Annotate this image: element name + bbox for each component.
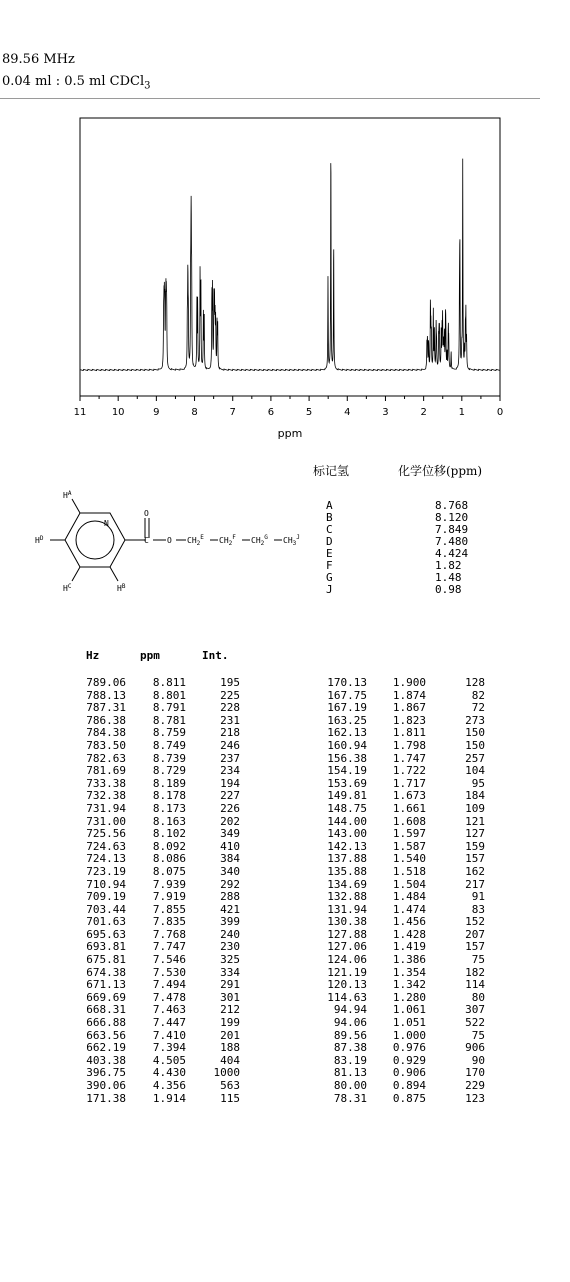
peak-table-cell: 231 xyxy=(220,713,240,727)
header-divider xyxy=(0,98,540,99)
peak-table-cell: 410 xyxy=(220,839,240,853)
peak-table-cell: 163.25 xyxy=(327,713,367,727)
assignment-shift: 0.98 xyxy=(435,583,462,596)
peak-table-cell: 4.505 xyxy=(152,1053,186,1067)
peak-table-cell: 217 xyxy=(465,877,485,891)
sample-text: 0.04 ml : 0.5 ml CDCl xyxy=(2,74,145,89)
peak-table-cell: 709.19 xyxy=(86,890,126,904)
peak-table-cell: 1.354 xyxy=(392,965,426,979)
peak-table-cell: 120.13 xyxy=(327,978,367,992)
peak-table-cell: 109 xyxy=(465,801,485,815)
peak-table-cell: 663.56 xyxy=(86,1028,126,1042)
peak-table-cell: 340 xyxy=(220,864,240,878)
peak-table-cell: 8.759 xyxy=(152,726,186,740)
peak-table-cell: 1.874 xyxy=(392,688,426,702)
peak-table-cell: 80.00 xyxy=(333,1079,367,1092)
peak-table-cell: 182 xyxy=(465,965,485,979)
peak-table-cell: 693.81 xyxy=(86,940,126,954)
nmr-spectrum-chart xyxy=(0,110,520,450)
peak-table-cell: 8.749 xyxy=(152,738,186,752)
x-tick-label: 7 xyxy=(229,407,236,418)
peak-table-cell: 89.56 xyxy=(333,1028,367,1042)
peak-table-cell: 789.06 xyxy=(86,676,126,689)
peak-table-right-hz xyxy=(300,677,367,1105)
assignment-shifts xyxy=(435,500,468,596)
peak-table-cell: 334 xyxy=(220,965,240,979)
peak-table-cell: 906 xyxy=(465,1041,485,1055)
peak-table-cell: 157 xyxy=(465,852,485,866)
peak-table-cell: 563 xyxy=(220,1079,240,1092)
peak-table-cell: 1.280 xyxy=(392,990,426,1004)
peak-table-cell: 4.356 xyxy=(152,1079,186,1092)
peak-table-cell: 7.546 xyxy=(152,953,186,967)
peak-table-cell: 81.13 xyxy=(333,1066,367,1080)
peak-table-cell: 8.189 xyxy=(152,776,186,790)
x-axis-label: ppm xyxy=(277,427,303,440)
peak-table-cell: 732.38 xyxy=(86,789,126,803)
peak-table-cell: 1.914 xyxy=(152,1091,186,1105)
peak-table-header-hz: Hz xyxy=(86,649,100,662)
peak-table-cell: 159 xyxy=(465,839,485,853)
label-hb: $H^B$ xyxy=(117,583,126,593)
peak-table-cell: 8.811 xyxy=(152,676,186,689)
peak-table-cell: 1.342 xyxy=(392,978,426,992)
label-hc: $H^C$ xyxy=(63,583,72,593)
peak-table-cell: 75 xyxy=(471,1028,485,1042)
x-tick-label: 8 xyxy=(191,407,198,418)
label-n: N xyxy=(104,519,109,528)
label-carbonyl-c: C xyxy=(144,536,149,545)
peak-table-cell: 669.69 xyxy=(86,990,126,1004)
peak-table-cell: 4.430 xyxy=(152,1066,186,1080)
peak-table-cell: 8.178 xyxy=(152,789,186,803)
peak-table-cell: 124.06 xyxy=(327,953,367,967)
peak-table-cell: 390.06 xyxy=(86,1079,126,1092)
peak-table-cell: 1.722 xyxy=(392,764,426,778)
peak-table-cell: 152 xyxy=(465,915,485,929)
peak-table-cell: 788.13 xyxy=(86,688,126,702)
sample-concentration xyxy=(2,74,150,92)
peak-table-cell: 725.56 xyxy=(86,827,126,841)
label-ester-o: O xyxy=(167,536,172,545)
peak-table-right-int xyxy=(440,677,485,1105)
x-tick-label: 0 xyxy=(496,407,504,418)
peak-table-cell: 115 xyxy=(220,1091,240,1105)
peak-table-cell: 7.478 xyxy=(152,990,186,1004)
peak-table-cell: 218 xyxy=(220,726,240,740)
peak-table-cell: 1.587 xyxy=(392,839,426,853)
peak-table-cell: 83 xyxy=(471,902,485,916)
peak-table-cell: 8.739 xyxy=(152,751,186,765)
peak-table-cell: 114 xyxy=(465,978,485,992)
bond-hc xyxy=(72,567,80,581)
peak-table-cell: 7.747 xyxy=(152,940,186,954)
peak-table-cell: 291 xyxy=(220,978,240,992)
peak-table-cell: 301 xyxy=(220,990,240,1004)
peak-table-cell: 8.729 xyxy=(152,764,186,778)
x-tick-label: 4 xyxy=(344,407,351,418)
peak-table-cell: 8.086 xyxy=(152,852,186,866)
peak-table-cell: 212 xyxy=(220,1003,240,1017)
peak-table-cell: 257 xyxy=(465,751,485,765)
peak-table-cell: 142.13 xyxy=(327,839,367,853)
peak-table-header-int: Int. xyxy=(202,649,229,662)
assignment-shift: 4.424 xyxy=(435,547,469,560)
peak-table-cell: 781.69 xyxy=(86,764,126,778)
label-ha: $H^A$ xyxy=(63,490,72,500)
peak-table-cell: 0.894 xyxy=(392,1079,426,1092)
peak-table-cell: 90 xyxy=(471,1053,485,1067)
spectrometer-frequency: 89.56 MHz xyxy=(2,52,75,67)
peak-table-cell: 421 xyxy=(220,902,240,916)
peak-table-cell: 95 xyxy=(471,776,485,790)
peak-table-cell: 194 xyxy=(220,776,240,790)
peak-table-cell: 1.428 xyxy=(392,927,426,941)
peak-table-cell: 710.94 xyxy=(86,877,126,891)
peak-table-cell: 128 xyxy=(465,676,485,689)
assignment-label: D xyxy=(326,535,333,548)
peak-table-cell: 1.504 xyxy=(392,877,426,891)
assignment-shift: 8.120 xyxy=(435,511,469,524)
peak-table-cell: 7.919 xyxy=(152,890,186,904)
peak-table-left-int xyxy=(200,677,240,1105)
peak-table-cell: 154.19 xyxy=(327,764,367,778)
peak-table-cell: 1.661 xyxy=(392,801,426,815)
peak-table-cell: 144.00 xyxy=(327,814,367,828)
peak-table-cell: 0.906 xyxy=(392,1066,426,1080)
peak-table-cell: 7.855 xyxy=(152,902,186,916)
x-tick-label: 5 xyxy=(305,407,313,418)
x-tick-label: 6 xyxy=(267,407,275,418)
peak-table-cell: 7.494 xyxy=(152,978,186,992)
peak-table-cell: 127.88 xyxy=(327,927,367,941)
peak-table-cell: 8.102 xyxy=(152,827,186,841)
peak-table-cell: 170.13 xyxy=(327,676,367,689)
peak-table-cell: 783.50 xyxy=(86,738,126,752)
peak-table-cell: 273 xyxy=(465,713,485,727)
peak-table-cell: 1.597 xyxy=(392,827,426,841)
peak-table-cell: 7.530 xyxy=(152,965,186,979)
spectrum-trace xyxy=(80,159,500,371)
peak-table-cell: 7.463 xyxy=(152,1003,186,1017)
peak-table-cell: 75 xyxy=(471,953,485,967)
peak-table-cell: 349 xyxy=(220,827,240,841)
peak-table-cell: 82 xyxy=(471,688,485,702)
peak-table-cell: 1.456 xyxy=(392,915,426,929)
peak-table-cell: 137.88 xyxy=(327,852,367,866)
peak-table-cell: 246 xyxy=(220,738,240,752)
peak-table-cell: 149.81 xyxy=(327,789,367,803)
label-chain3: $CH_2^G$ xyxy=(251,534,268,547)
peak-table-cell: 162 xyxy=(465,864,485,878)
peak-table-cell: 143.00 xyxy=(327,827,367,841)
x-tick-label: 2 xyxy=(420,407,427,418)
assignment-label: B xyxy=(326,511,333,524)
peak-table-cell: 127 xyxy=(465,827,485,841)
peak-table-cell: 1.867 xyxy=(392,701,426,715)
x-axis xyxy=(74,396,504,418)
peak-table-cell: 675.81 xyxy=(86,953,126,967)
peak-table-cell: 148.75 xyxy=(327,801,367,815)
peak-table-cell: 662.19 xyxy=(86,1041,126,1055)
peak-table-right-ppm xyxy=(370,677,426,1105)
x-tick-label: 11 xyxy=(73,407,87,418)
peak-table-cell: 7.394 xyxy=(152,1041,186,1055)
peak-table-cell: 1.798 xyxy=(392,738,426,752)
bond-ha xyxy=(72,499,80,513)
peak-table-cell: 384 xyxy=(220,852,240,866)
peak-table-cell: 666.88 xyxy=(86,1016,126,1030)
peak-table-cell: 237 xyxy=(220,751,240,765)
peak-table-cell: 7.768 xyxy=(152,927,186,941)
assignment-shift: 7.480 xyxy=(435,535,469,548)
peak-table-cell: 132.88 xyxy=(327,890,367,904)
label-hd: $H^D$ xyxy=(35,535,44,545)
assignment-labels xyxy=(326,500,333,596)
peak-table-cell: 1000 xyxy=(213,1066,240,1080)
peak-table-cell: 8.163 xyxy=(152,814,186,828)
peak-table-cell: 0.929 xyxy=(392,1053,426,1067)
peak-table-cell: 226 xyxy=(220,801,240,815)
peak-table-cell: 167.75 xyxy=(327,688,367,702)
peak-table-cell: 787.31 xyxy=(86,701,126,715)
assignment-label: F xyxy=(326,559,333,572)
peak-table-cell: 8.173 xyxy=(152,801,186,815)
x-tick-label: 10 xyxy=(111,407,125,418)
peak-table-cell: 7.939 xyxy=(152,877,186,891)
peak-table-cell: 87.38 xyxy=(333,1041,367,1055)
peak-table-cell: 671.13 xyxy=(86,978,126,992)
peak-table-cell: 396.75 xyxy=(86,1066,126,1080)
peak-table-cell: 1.051 xyxy=(392,1016,426,1030)
assignment-label: A xyxy=(326,499,333,512)
bond-hb xyxy=(110,567,118,581)
label-chain1: $CH_2^E$ xyxy=(187,534,204,547)
peak-table-cell: 8.781 xyxy=(152,713,186,727)
peak-table-cell: 127.06 xyxy=(327,940,367,954)
label-chain4: $CH_3^J$ xyxy=(283,534,300,547)
peak-table-cell: 8.801 xyxy=(152,688,186,702)
peak-table-cell: 1.061 xyxy=(392,1003,426,1017)
peak-table-cell: 230 xyxy=(220,940,240,954)
peak-table-cell: 225 xyxy=(220,688,240,702)
peak-table-cell: 121 xyxy=(465,814,485,828)
peak-table-header-ppm: ppm xyxy=(140,649,160,662)
peak-table-cell: 199 xyxy=(220,1016,240,1030)
peak-table-cell: 782.63 xyxy=(86,751,126,765)
peak-table-cell: 150 xyxy=(465,726,485,740)
peak-table-cell: 403.38 xyxy=(86,1053,126,1067)
peak-table-cell: 8.075 xyxy=(152,864,186,878)
peak-table-cell: 522 xyxy=(465,1016,485,1030)
peak-table-cell: 1.386 xyxy=(392,953,426,967)
peak-table-cell: 234 xyxy=(220,764,240,778)
peak-table-cell: 150 xyxy=(465,738,485,752)
peak-table-cell: 7.835 xyxy=(152,915,186,929)
peak-table-cell: 121.19 xyxy=(327,965,367,979)
assignment-label: E xyxy=(326,547,333,560)
peak-table-cell: 404 xyxy=(220,1053,240,1067)
peak-table-cell: 91 xyxy=(471,890,485,904)
peak-table-cell: 1.484 xyxy=(392,890,426,904)
peak-table-left-ppm xyxy=(130,677,186,1105)
peak-table-cell: 1.518 xyxy=(392,864,426,878)
x-tick-label: 9 xyxy=(153,407,160,418)
peak-table-cell: 731.00 xyxy=(86,814,126,828)
assignment-header-label: 标记氢 xyxy=(313,464,350,478)
peak-table-cell: 1.900 xyxy=(392,676,426,689)
peak-table-cell: 104 xyxy=(465,764,485,778)
peak-table-cell: 731.94 xyxy=(86,801,126,815)
peak-table-cell: 0.875 xyxy=(392,1091,426,1105)
peak-table-cell: 240 xyxy=(220,927,240,941)
peak-table-cell: 292 xyxy=(220,877,240,891)
peak-table-cell: 135.88 xyxy=(327,864,367,878)
peak-table-cell: 1.747 xyxy=(392,751,426,765)
peak-table-cell: 162.13 xyxy=(327,726,367,740)
peak-table-cell: 7.447 xyxy=(152,1016,186,1030)
peak-table-cell: 184 xyxy=(465,789,485,803)
assignment-shift: 1.82 xyxy=(435,559,462,572)
peak-table-cell: 1.673 xyxy=(392,789,426,803)
assignment-shift: 8.768 xyxy=(435,499,469,512)
label-chain2: $CH_2^F$ xyxy=(219,534,236,547)
peak-table-cell: 156.38 xyxy=(327,751,367,765)
peak-table-cell: 1.540 xyxy=(392,852,426,866)
peak-table-cell: 229 xyxy=(465,1079,485,1092)
peak-table-cell: 202 xyxy=(220,814,240,828)
assignment-label: C xyxy=(326,523,333,536)
assignment-shift: 7.849 xyxy=(435,523,469,536)
peak-table-cell: 703.44 xyxy=(86,902,126,916)
peak-table-cell: 1.811 xyxy=(392,726,426,740)
peak-table-cell: 1.474 xyxy=(392,902,426,916)
peak-table-cell: 674.38 xyxy=(86,965,126,979)
peak-table-cell: 724.63 xyxy=(86,839,126,853)
peak-table-cell: 195 xyxy=(220,676,240,689)
peak-table-cell: 0.976 xyxy=(392,1041,426,1055)
peak-table-cell: 1.419 xyxy=(392,940,426,954)
peak-table-cell: 288 xyxy=(220,890,240,904)
x-tick-label: 1 xyxy=(458,407,466,418)
peak-table-cell: 7.410 xyxy=(152,1028,186,1042)
peak-table-cell: 1.823 xyxy=(392,713,426,727)
peak-table-cell: 160.94 xyxy=(327,738,367,752)
peak-table-cell: 171.38 xyxy=(86,1091,126,1105)
peak-table-cell: 227 xyxy=(220,789,240,803)
peak-table-cell: 170 xyxy=(465,1066,485,1080)
peak-table-cell: 83.19 xyxy=(333,1053,367,1067)
peak-table-cell: 668.31 xyxy=(86,1003,126,1017)
peak-table-cell: 207 xyxy=(465,927,485,941)
peak-table-cell: 72 xyxy=(471,701,485,715)
peak-table-cell: 1.717 xyxy=(392,776,426,790)
peak-table-cell: 307 xyxy=(465,1003,485,1017)
assignment-label: G xyxy=(326,571,333,584)
peak-table-cell: 131.94 xyxy=(327,902,367,916)
peak-table-cell: 188 xyxy=(220,1041,240,1055)
peak-table-left-hz xyxy=(60,677,126,1105)
peak-table-cell: 167.19 xyxy=(327,701,367,715)
peak-table-cell: 8.092 xyxy=(152,839,186,853)
peak-table-cell: 1.000 xyxy=(392,1028,426,1042)
peak-table-cell: 228 xyxy=(220,701,240,715)
peak-table-cell: 114.63 xyxy=(327,990,367,1004)
peak-table-cell: 153.69 xyxy=(327,776,367,790)
peak-table-cell: 786.38 xyxy=(86,713,126,727)
peak-table-cell: 123 xyxy=(465,1091,485,1105)
peak-table-cell: 80 xyxy=(471,990,485,1004)
peak-table-cell: 157 xyxy=(465,940,485,954)
peak-table-cell: 325 xyxy=(220,953,240,967)
peak-table-cell: 695.63 xyxy=(86,927,126,941)
assignment-label: J xyxy=(326,583,333,596)
peak-table-cell: 201 xyxy=(220,1028,240,1042)
assignment-header-shift: 化学位移(ppm) xyxy=(398,464,483,478)
peak-table-cell: 134.69 xyxy=(327,877,367,891)
peak-table-cell: 399 xyxy=(220,915,240,929)
label-carbonyl-o: O xyxy=(144,509,149,518)
molecular-structure xyxy=(0,480,300,610)
peak-table-cell: 784.38 xyxy=(86,726,126,740)
peak-table-cell: 723.19 xyxy=(86,864,126,878)
peak-table-cell: 78.31 xyxy=(333,1091,367,1105)
peak-table-cell: 130.38 xyxy=(327,915,367,929)
peak-table-cell: 94.06 xyxy=(333,1016,367,1030)
x-tick-label: 3 xyxy=(382,407,389,418)
peak-table-cell: 8.791 xyxy=(152,701,186,715)
peak-table-cell: 724.13 xyxy=(86,852,126,866)
peak-table-cell: 701.63 xyxy=(86,915,126,929)
sample-subscript: 3 xyxy=(144,80,151,92)
peak-table-cell: 1.608 xyxy=(392,814,426,828)
assignment-shift: 1.48 xyxy=(435,571,462,584)
peak-table-cell: 94.94 xyxy=(333,1003,367,1017)
peak-table-cell: 733.38 xyxy=(86,776,126,790)
